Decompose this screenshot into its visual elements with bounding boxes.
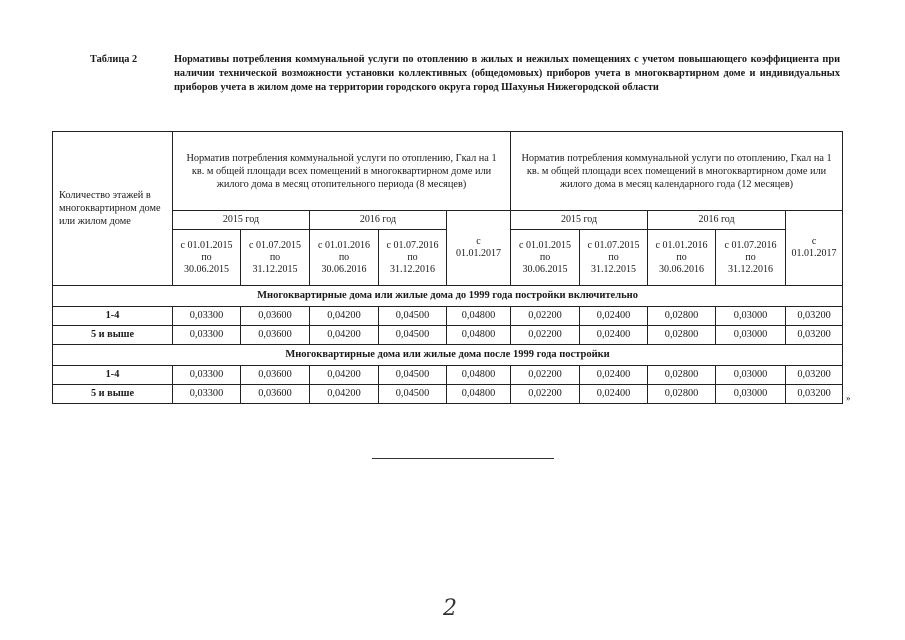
value-cell: 0,03300 bbox=[173, 307, 241, 326]
value-cell: 0,04800 bbox=[447, 385, 511, 404]
value-cell: 0,04500 bbox=[379, 307, 447, 326]
period-header: с 01.07.2015 по 31.12.2015 bbox=[241, 230, 310, 286]
value-cell: 0,03300 bbox=[173, 385, 241, 404]
period-header: с 01.01.2016 по 30.06.2016 bbox=[648, 230, 716, 286]
period-header: с 01.01.2015 по 30.06.2015 bbox=[173, 230, 241, 286]
since-date: 01.01.2017 bbox=[456, 248, 502, 259]
value-cell: 0,03000 bbox=[716, 307, 786, 326]
value-cell: 0,03000 bbox=[716, 366, 786, 385]
since-date: 01.01.2017 bbox=[791, 248, 837, 259]
row-label: 1-4 bbox=[53, 307, 173, 326]
value-cell: 0,04500 bbox=[379, 366, 447, 385]
value-cell: 0,04500 bbox=[379, 326, 447, 345]
value-cell: 0,03000 bbox=[716, 385, 786, 404]
page-number: 2 bbox=[443, 596, 457, 621]
value-cell: 0,02400 bbox=[580, 385, 648, 404]
table-row bbox=[53, 385, 843, 404]
value-cell: 0,04200 bbox=[310, 366, 379, 385]
value-cell: 0,04800 bbox=[447, 326, 511, 345]
table-row bbox=[53, 307, 843, 326]
row-label: 5 и выше bbox=[53, 385, 173, 404]
period-header: с 01.07.2015 по 31.12.2015 bbox=[580, 230, 648, 286]
separator-line bbox=[372, 458, 554, 459]
value-cell: 0,02400 bbox=[580, 326, 648, 345]
value-cell: 0,03600 bbox=[241, 307, 310, 326]
table-row bbox=[53, 366, 843, 385]
value-cell: 0,02800 bbox=[648, 385, 716, 404]
value-cell: 0,03200 bbox=[786, 366, 843, 385]
table-row bbox=[53, 326, 843, 345]
heating-period-header: Норматив потребления коммунальной услуги по отоплению, Гкал на 1 кв. м общей площади всех помещений в многоквартирном доме или жилого дома в месяц отопительного периода (8 месяцев) bbox=[173, 132, 511, 211]
value-cell: 0,02400 bbox=[580, 307, 648, 326]
period-header: с 01.07.2016 по 31.12.2016 bbox=[379, 230, 447, 286]
value-cell: 0,03600 bbox=[241, 366, 310, 385]
value-cell: 0,03200 bbox=[786, 307, 843, 326]
floors-header: Количество этажей в многоквартирном доме или жилом доме bbox=[53, 132, 173, 286]
since-from: с bbox=[476, 236, 481, 247]
period-header: с 01.01.2015 по 30.06.2015 bbox=[511, 230, 580, 286]
value-cell: 0,04200 bbox=[310, 326, 379, 345]
value-cell: 0,02200 bbox=[511, 366, 580, 385]
value-cell: 0,02800 bbox=[648, 366, 716, 385]
value-cell: 0,02800 bbox=[648, 307, 716, 326]
value-cell: 0,02200 bbox=[511, 326, 580, 345]
calendar-year-header: Норматив потребления коммунальной услуги по отоплению, Гкал на 1 кв. м общей площади всех помещений в многоквартирном доме или жилого дома в месяц календарного года (12 месяцев) bbox=[511, 132, 843, 211]
value-cell: 0,04200 bbox=[310, 385, 379, 404]
row-label: 1-4 bbox=[53, 366, 173, 385]
year-header: 2015 год bbox=[511, 211, 648, 230]
year-header: 2015 год bbox=[173, 211, 310, 230]
section-title: Многоквартирные дома или жилые дома до 1999 года постройки включительно bbox=[53, 286, 843, 307]
caption-label: Таблица 2 bbox=[90, 54, 138, 65]
section-row bbox=[53, 286, 843, 307]
since-2017-header bbox=[447, 211, 511, 286]
value-cell: 0,03200 bbox=[786, 385, 843, 404]
value-cell: 0,03200 bbox=[786, 326, 843, 345]
section-title: Многоквартирные дома или жилые дома после 1999 года постройки bbox=[53, 345, 843, 366]
row-label: 5 и выше bbox=[53, 326, 173, 345]
caption-text: Нормативы потребления коммунальной услуги по отоплению в жилых и нежилых помещениях с учетом повышающего коэффициента при наличии технической возможности установки коллективных (общедомовых) приборов учета в многоквартирном доме и индивидуальных приборов учета в жилом доме на территории городского округа город Шахунья Нижегородской области bbox=[174, 54, 840, 93]
since-2017-header bbox=[786, 211, 843, 286]
value-cell: 0,02200 bbox=[511, 307, 580, 326]
value-cell: 0,03600 bbox=[241, 385, 310, 404]
value-cell: 0,02200 bbox=[511, 385, 580, 404]
value-cell: 0,04500 bbox=[379, 385, 447, 404]
period-header: с 01.01.2016 по 30.06.2016 bbox=[310, 230, 379, 286]
year-header: 2016 год bbox=[648, 211, 786, 230]
closing-quote: » bbox=[846, 393, 851, 403]
value-cell: 0,04800 bbox=[447, 307, 511, 326]
value-cell: 0,04200 bbox=[310, 307, 379, 326]
table-caption bbox=[90, 53, 840, 95]
norms-table bbox=[52, 131, 843, 404]
value-cell: 0,03000 bbox=[716, 326, 786, 345]
since-from: с bbox=[811, 236, 817, 247]
value-cell: 0,04800 bbox=[447, 366, 511, 385]
value-cell: 0,03300 bbox=[173, 366, 241, 385]
value-cell: 0,02800 bbox=[648, 326, 716, 345]
value-cell: 0,03600 bbox=[241, 326, 310, 345]
section-row bbox=[53, 345, 843, 366]
period-header: с 01.07.2016 по 31.12.2016 bbox=[716, 230, 786, 286]
value-cell: 0,02400 bbox=[580, 366, 648, 385]
year-header: 2016 год bbox=[310, 211, 447, 230]
value-cell: 0,03300 bbox=[173, 326, 241, 345]
